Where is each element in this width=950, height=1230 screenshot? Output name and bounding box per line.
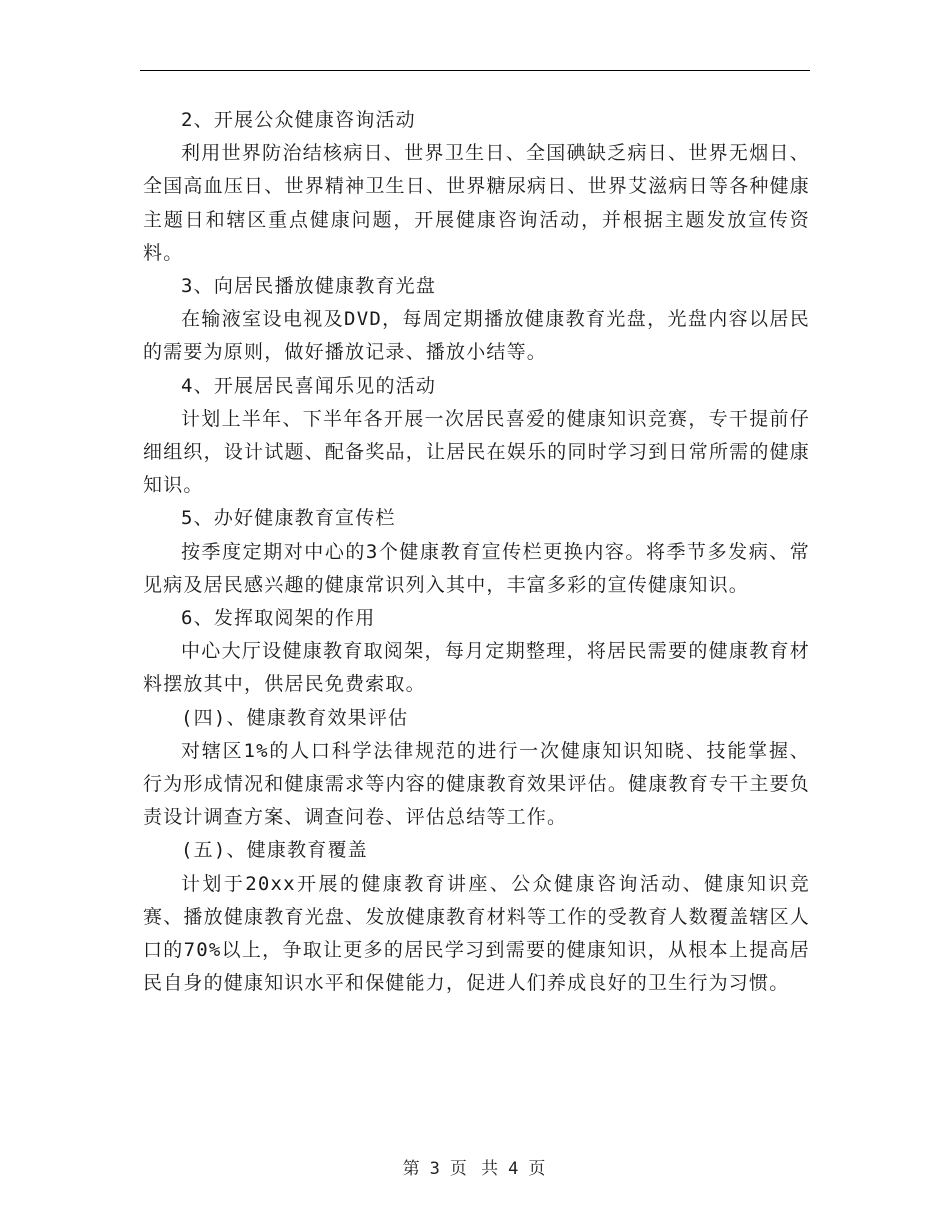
footer-suffix: 页	[528, 1159, 548, 1179]
section-heading: 2、开展公众健康咨询活动	[181, 109, 416, 131]
document-body	[143, 104, 810, 1000]
paragraph: 按季度定期对中心的3个健康教育宣传栏更换内容。将季节多发病、常见病及居民感兴趣的健康常识列入其中，丰富多彩的宣传健康知识。	[143, 540, 810, 596]
paragraph: 中心大厅设健康教育取阅架，每月定期整理，将居民需要的健康教育材料摆放其中，供居民免费索取。	[143, 640, 810, 696]
section-heading: 6、发挥取阅架的作用	[181, 607, 376, 630]
paragraph: 对辖区1%的人口科学法律规范的进行一次健康知识知晓、技能掌握、行为形成情况和健康需求等内容的健康教育效果评估。健康教育专干主要负责设计调查方案、调查问卷、评估总结等工作。	[143, 739, 810, 829]
paragraph: 利用世界防治结核病日、世界卫生日、全国碘缺乏病日、世界无烟日、全国高血压日、世界精神卫生日、世界糖尿病日、世界艾滋病日等各种健康主题日和辖区重点健康问题，开展健康咨询活动，并根据主题发放宣传资料。	[143, 142, 810, 264]
header-rule	[140, 70, 810, 71]
section-heading: 4、开展居民喜闻乐见的活动	[181, 374, 437, 397]
current-page-number: 3	[429, 1159, 442, 1179]
paragraph: 计划上半年、下半年各开展一次居民喜爱的健康知识竞赛，专干提前仔细组织，设计试题、配备奖品，让居民在娱乐的同时学习到日常所需的健康知识。	[143, 407, 810, 497]
section-heading: 5、办好健康教育宣传栏	[181, 507, 396, 530]
paragraph: 在输液室设电视及DVD，每周定期播放健康教育光盘，光盘内容以居民的需要为原则，做好播放记录、播放小结等。	[143, 308, 810, 364]
footer-middle: 页 共	[449, 1159, 501, 1179]
paragraph: 计划于20xx开展的健康教育讲座、公众健康咨询活动、健康知识竞赛、播放健康教育光盘、发放健康教育材料等工作的受教育人数覆盖辖区人口的70%以上，争取让更多的居民学习到需要的健康知识，从根本上提高居民自身的健康知识水平和保健能力，促进人们养成良好的卫生行为习惯。	[143, 872, 810, 995]
page-footer	[0, 1154, 950, 1179]
section-heading: 3、向居民播放健康教育光盘	[181, 275, 437, 298]
section-heading: (四)、健康教育效果评估	[181, 706, 409, 729]
total-pages-number: 4	[508, 1159, 521, 1179]
footer-prefix: 第	[402, 1159, 422, 1179]
section-heading: (五)、健康教育覆盖	[181, 839, 368, 862]
